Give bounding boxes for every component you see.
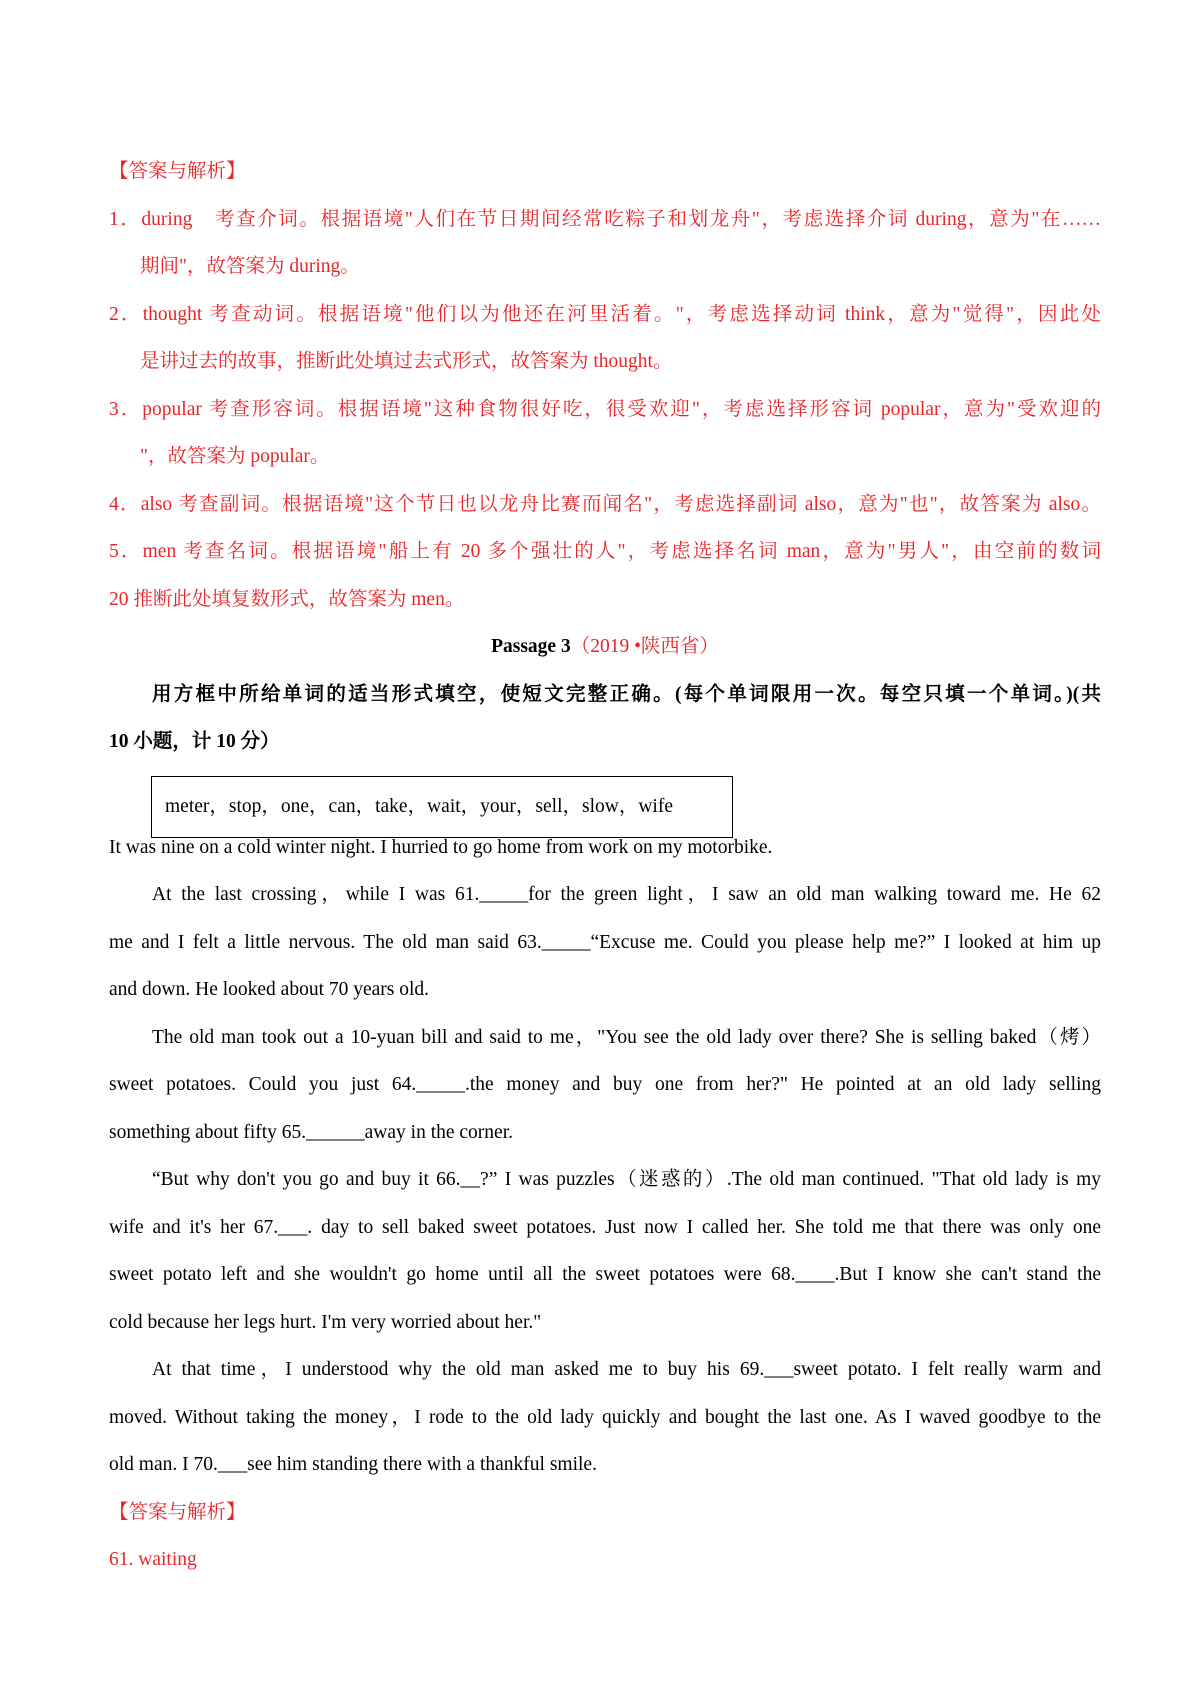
document-page bbox=[109, 148, 1101, 1584]
passage-paragraph-3-line-1: The old man took out a 10-yuan bill and said to me，"You see the old lady over there? She is selling baked（烤） bbox=[152, 1026, 1101, 1048]
passage-paragraph-2-line-1: At the last crossing，while I was 61._____for the green light，I saw an old man walking toward me. He 62 bbox=[152, 884, 1101, 905]
answer-item-3-line-1: 3．popular 考查形容词。根据语境"这种食物很好吃，很受欢迎"，考虑选择形容词 popular，意为"受欢迎的 bbox=[109, 398, 1101, 420]
answer-header-2: 【答案与解析】 bbox=[109, 1501, 246, 1523]
passage-title-text: Passage 3 bbox=[491, 636, 571, 657]
passage-paragraph-5-line-2: moved. Without taking the money，I rode to the old lady quickly and bought the last one. As I waved goodbye to the bbox=[109, 1406, 1101, 1428]
passage-paragraph-2-line-3: and down. He looked about 70 years old. bbox=[109, 979, 430, 1000]
answer-item-4-line-1: 4．also 考查副词。根据语境"这个节日也以龙舟比赛而闻名"，考虑选择副词 also，意为"也"，故答案为 also。 bbox=[109, 493, 1101, 515]
instructions-line-2: 10 小题，计 10 分） bbox=[109, 731, 280, 752]
passage-paragraph-3-line-2: sweet potatoes. Could you just 64._____.the money and buy one from her?" He pointed at an old lady selling bbox=[109, 1074, 1101, 1095]
passage-paragraph-5-line-1: At that time，I understood why the old man asked me to buy his 69.___sweet potato. I felt really warm and bbox=[152, 1359, 1101, 1380]
answer-item-5-line-2: 20 推断此处填复数形式，故答案为 men。 bbox=[109, 588, 465, 610]
word-box-container bbox=[109, 776, 1101, 824]
instructions-line-1: 用方框中所给单词的适当形式填空，使短文完整正确。(每个单词限用一次。每空只填一个单词。)(共 bbox=[152, 683, 1101, 705]
answer-item-3-line-2: "，故答案为 popular。 bbox=[140, 446, 330, 467]
passage-paragraph-4-line-1: “But why don't you go and buy it 66.__?” I was puzzles（迷惑的）.The old man continued. "That old lady is my bbox=[152, 1169, 1101, 1190]
passage-paragraph-2-line-2: me and I felt a little nervous. The old man said 63._____“Excuse me. Could you please help me?” I looked at him up bbox=[109, 931, 1101, 953]
answer-item-1-line-1: 1．during 考查介词。根据语境"人们在节日期间经常吃粽子和划龙舟"，考虑选择介词 during，意为"在…… bbox=[109, 208, 1101, 230]
answer-item-2-line-2: 是讲过去的故事，推断此处填过去式形式，故答案为 thought。 bbox=[140, 351, 673, 372]
passage-paragraph-3-line-3: something about fifty 65.______away in the corner. bbox=[109, 1121, 513, 1143]
passage-paragraph-4-line-2: wife and it's her 67.___. day to sell baked sweet potatoes. Just now I called her. She told me that there was only one bbox=[109, 1216, 1101, 1238]
answer-header: 【答案与解析】 bbox=[109, 161, 246, 182]
answer-61: 61. waiting bbox=[109, 1549, 197, 1570]
answer-item-2-line-1: 2．thought 考查动词。根据语境"他们以为他还在河里活着。"，考虑选择动词 think，意为"觉得"，因此处 bbox=[109, 303, 1101, 325]
passage-paragraph-1-line-1: It was nine on a cold winter night. I hurried to go home from work on my motorbike. bbox=[109, 836, 773, 858]
word-box: meter，stop，one，can，take，wait，your，sell，slow，wife bbox=[151, 776, 733, 838]
passage-title bbox=[109, 623, 1101, 671]
answer-item-5-line-1: 5．men 考查名词。根据语境"船上有 20 多个强壮的人"，考虑选择名词 man，意为"男人"，由空前的数词 bbox=[109, 541, 1101, 562]
passage-paragraph-5-line-3: old man. I 70.___see him standing there with a thankful smile. bbox=[109, 1454, 597, 1475]
passage-paragraph-4-line-4: cold because her legs hurt. I'm very worried about her." bbox=[109, 1311, 542, 1333]
passage-source: （2019 •陕西省） bbox=[570, 636, 719, 657]
answer-item-1-line-2: 期间"，故答案为 during。 bbox=[140, 256, 360, 277]
passage-paragraph-4-line-3: sweet potato left and she wouldn't go home until all the sweet potatoes were 68.____.But I know she can't stand the bbox=[109, 1264, 1101, 1285]
